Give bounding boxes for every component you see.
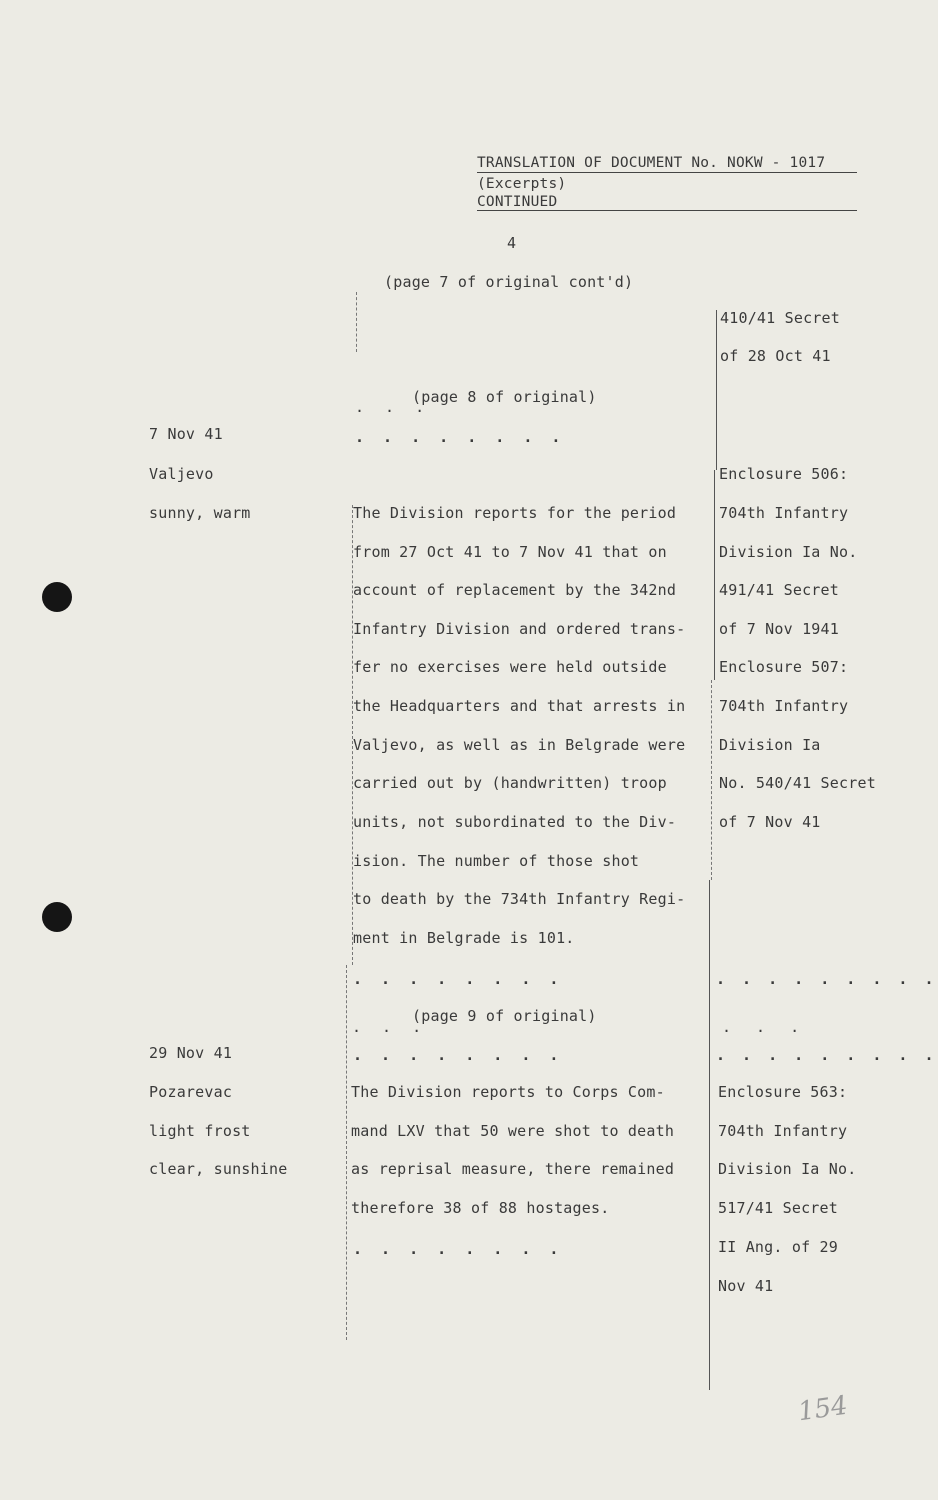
entry1-body-line-4: Infantry Division and ordered trans- [353, 620, 686, 638]
entry2-body-line-3: as reprisal measure, there remained [351, 1160, 675, 1178]
entry2-weather-1: light frost [149, 1122, 251, 1140]
entry2-ref-line-4: 517/41 Secret [718, 1199, 838, 1217]
right-rule-3 [711, 680, 712, 880]
entry1-body-line-2: from 27 Oct 41 to 7 Nov 41 that on [353, 543, 667, 561]
entry1-ref-line-4: 491/41 Secret [719, 581, 839, 599]
punch-hole-top [42, 582, 72, 612]
header-title: TRANSLATION OF DOCUMENT No. NOKW - 1017 [477, 155, 826, 171]
entry1-body-line-1: The Division reports for the period [353, 504, 677, 522]
ellipsis-page9: . . . [352, 1018, 428, 1036]
ellipsis-after-entry1: . . . . . . . . [353, 970, 564, 988]
entry1-ref-line-2: 704th Infantry [719, 504, 849, 522]
handwritten-page-number: 154 [796, 1390, 850, 1428]
page-number: 4 [507, 234, 517, 252]
right-rule-2 [714, 470, 715, 680]
right-rule-1 [716, 310, 717, 470]
entry1-ref-line-9: No. 540/41 Secret [719, 774, 876, 792]
entry2-weather-2: clear, sunshine [149, 1160, 288, 1178]
entry1-ref-line-8: Division Ia [719, 736, 821, 754]
ellipsis-entry1: . . . . . . . . [355, 428, 566, 446]
entry1-body-line-8: carried out by (handwritten) troop [353, 774, 667, 792]
entry2-date: 29 Nov 41 [149, 1044, 233, 1062]
entry2-body-line-4: therefore 38 of 88 hostages. [351, 1199, 610, 1217]
entry2-ref-line-3: Division Ia No. [718, 1160, 857, 1178]
entry1-weather: sunny, warm [149, 504, 251, 522]
entry1-body-line-9: units, not subordinated to the Div- [353, 813, 677, 831]
ellipsis-right-entry2: . . . . . . . . . [716, 1046, 938, 1064]
entry1-place: Valjevo [149, 465, 214, 483]
header-underline-1 [477, 172, 857, 173]
entry2-ref-line-5: II Ang. of 29 [718, 1238, 838, 1256]
entry1-body-line-3: account of replacement by the 342nd [353, 581, 677, 599]
header-subtitle: (Excerpts) [477, 176, 567, 192]
entry1-body-line-11: to death by the 734th Infantry Regi- [353, 890, 686, 908]
ellipsis-right-after-entry1: . . . . . . . . . [716, 970, 938, 988]
note-page7: (page 7 of original cont'd) [384, 273, 634, 291]
entry2-body-line-1: The Division reports to Corps Com- [351, 1083, 665, 1101]
body-left-rule-3 [346, 965, 347, 1340]
header-underline-2 [477, 210, 857, 211]
entry1-ref-line-1: Enclosure 506: [719, 465, 849, 483]
entry1-body-line-12: ment in Belgrade is 101. [353, 929, 575, 947]
entry1-ref-line-7: 704th Infantry [719, 697, 849, 715]
ellipsis-right-page9: . . . [722, 1018, 808, 1036]
entry1-ref-line-6: Enclosure 507: [719, 658, 849, 676]
entry1-ref-line-5: of 7 Nov 1941 [719, 620, 839, 638]
entry1-ref-line-3: Division Ia No. [719, 543, 858, 561]
right-ref-line-2: of 28 Oct 41 [720, 347, 831, 365]
entry2-place: Pozarevac [149, 1083, 233, 1101]
right-rule-4 [709, 880, 710, 1390]
right-ref-line-1: 410/41 Secret [720, 309, 840, 327]
entry1-body-line-10: ision. The number of those shot [353, 852, 640, 870]
entry1-body-line-7: Valjevo, as well as in Belgrade were [353, 736, 686, 754]
ellipsis-after-entry2: . . . . . . . . [353, 1240, 564, 1258]
entry2-ref-line-6: Nov 41 [718, 1277, 774, 1295]
entry1-date: 7 Nov 41 [149, 425, 223, 443]
entry2-ref-line-2: 704th Infantry [718, 1122, 848, 1140]
body-left-rule-1 [356, 292, 357, 352]
entry2-body-line-2: mand LXV that 50 were shot to death [351, 1122, 675, 1140]
header-continued: CONTINUED [477, 194, 558, 210]
ellipsis-entry2: . . . . . . . . [353, 1046, 564, 1064]
entry1-ref-line-10: of 7 Nov 41 [719, 813, 821, 831]
entry1-body-line-5: fer no exercises were held outside [353, 658, 667, 676]
ellipsis-page8: . . . [355, 398, 431, 416]
note-page9: (page 9 of original) [412, 1007, 597, 1025]
entry1-body-line-6: the Headquarters and that arrests in [353, 697, 686, 715]
punch-hole-bottom [42, 902, 72, 932]
note-page8: (page 8 of original) [412, 388, 597, 406]
entry2-ref-line-1: Enclosure 563: [718, 1083, 848, 1101]
